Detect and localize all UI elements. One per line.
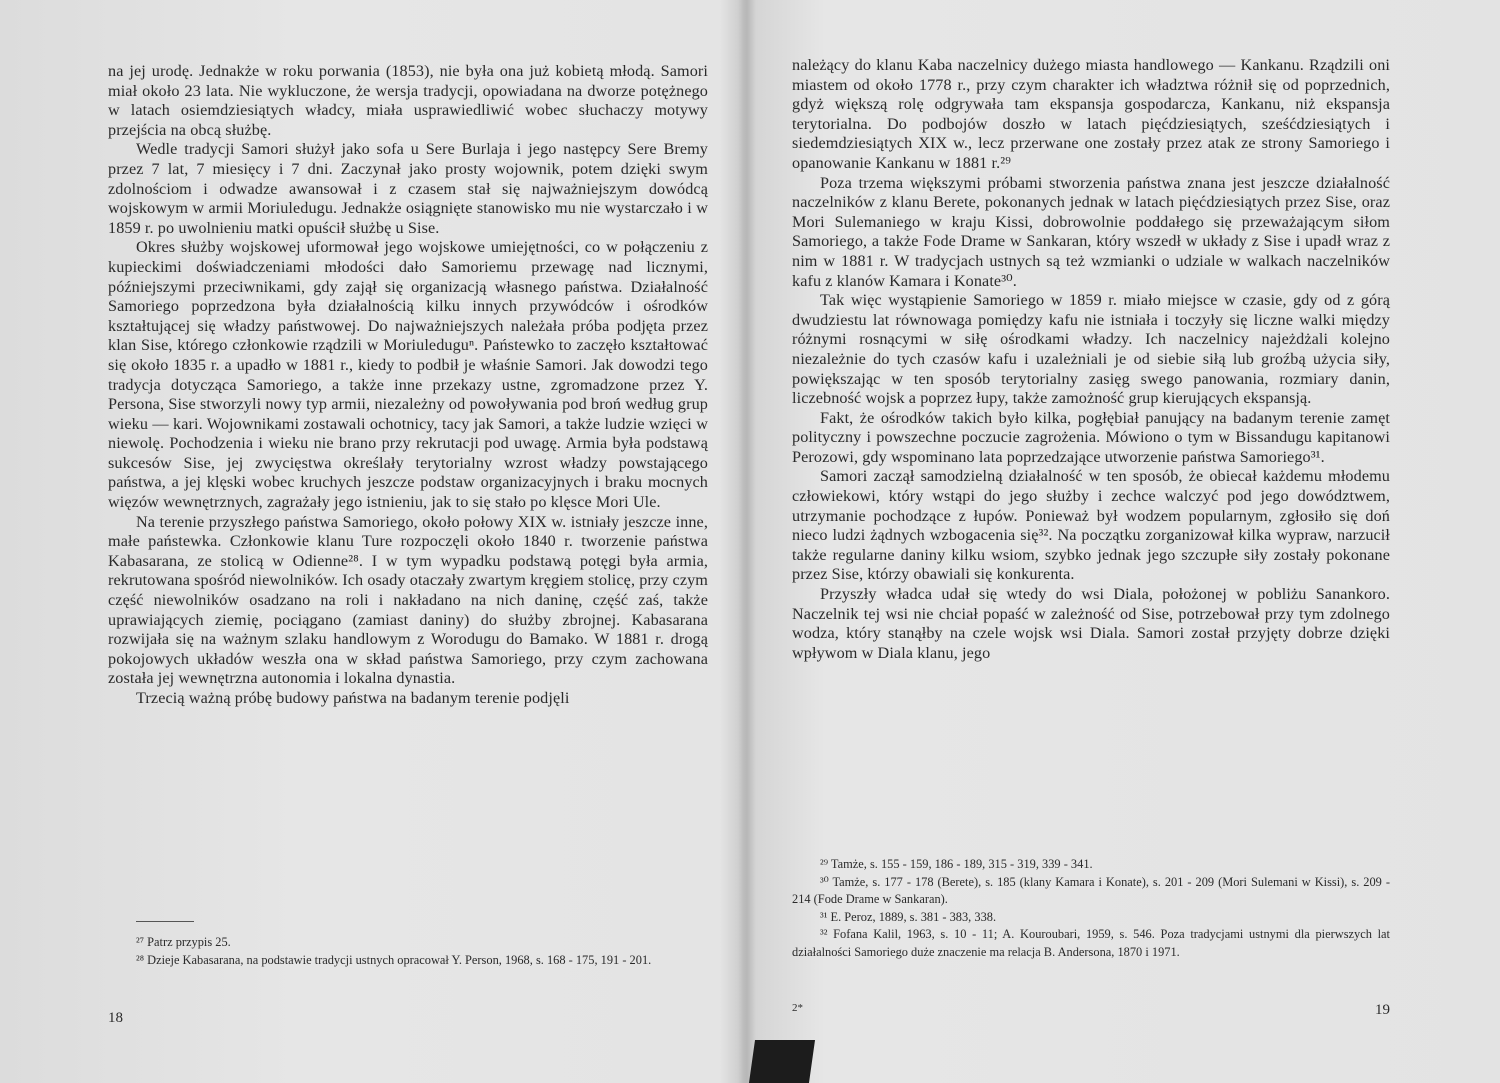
right-page-footnotes: [792, 856, 1390, 961]
footnote: ²⁸ Dzieje Kabasarana, na podstawie tradycji ustnych opracował Y. Person, 1968, s. 168 - 175, 191 - 201.: [136, 952, 652, 967]
paragraph: Przyszły władca udał się wtedy do wsi Diala, położonej w pobliżu Sanankoro. Naczelnik tej wsi nie chciał popaść w zależność od Sise, potrzebował przy tym zdolnego wodza, który stanąłby na czele wojsk wsi Diala. Samori został przyjęty dobrze dzięki wpływom w Diala klanu, jego: [792, 585, 1390, 662]
paragraph: Okres służby wojskowej uformował jego wojskowe umiejętności, co w połączeniu z kupieckimi doświadczeniami młodości dało Samoriemu przewagę nad licznymi, późniejszymi przeciwnikami, gdy zajął się organizacją własnego państwa. Działalność Samoriego poprzedzona była działalnością kilku innych przywódców i ośrodków kształtującej się władzy państwowej. Do najważniejszych należała próba podjęta przez klan Sise, którego członkowie rządzili w Moriuleduguⁿ. Państewko to zaczęło kształtować się około 1835 r. a upadło w 1881 r., kiedy to podbił je właśnie Samori. Jak dowodzi tego tradycja dotycząca Samoriego, a także inne przekazy ustne, zgromadzone przez Y. Persona, Sise stworzyli nowy typ armii, niezależny od powoływania pod broń według grup wieku — kari. Wojownikami zostawali ochotnicy, tacy jak Samori, a także ludzie wzięci w niewolę. Pochodzenia i wieku nie brano przy rekrutacji pod uwagę. Armia była podstawą sukcesów Sise, jej zwycięstwa określały terytorialny wzrost władzy powstającego państwa, a jej klęski wobec kruchych jeszcze podstaw organizacyjnych i braku mocnych więzów wewnętrznych, zagrażały jego istnieniu, jak to się stało po klęsce Mori Ule.: [108, 238, 708, 512]
left-page-footnotes: [108, 934, 708, 969]
paragraph: Fakt, że ośrodków takich było kilka, pogłębiał panujący na badanym terenie zamęt polityczny i powszechne poczucie zagrożenia. Mówiono o tym w Bissandugu kapitanowi Perozowi, gdy wspominano lata poprzedzające utworzenie państwa Samoriego³¹.: [792, 408, 1390, 466]
footnote: ³² Fofana Kalil, 1963, s. 10 - 11; A. Kouroubari, 1959, s. 546. Poza tradycjami ustnymi dla pierwszych lat działalności Samoriego duże znaczenie ma relacja B. Andersona, 1870 i 1971.: [792, 927, 1390, 959]
footnote: ²⁹ Tamże, s. 155 - 159, 186 - 189, 315 - 319, 339 - 341.: [820, 857, 1093, 871]
book-spine: [738, 0, 756, 1083]
page-number: 18: [108, 1010, 123, 1026]
footnote: ²⁷ Patrz przypis 25.: [136, 935, 231, 949]
right-page-body: [792, 56, 1390, 663]
footnote: ³⁰ Tamże, s. 177 - 178 (Berete), s. 185 (klany Kamara i Konate), s. 201 - 209 (Mori Sulemani w Kissi), s. 209 - 214 (Fode Drame w Sankaran).: [792, 874, 1390, 906]
left-page-body: [108, 62, 708, 709]
page-number: 19: [1375, 1002, 1390, 1018]
footnote: ³¹ E. Peroz, 1889, s. 381 - 383, 338.: [820, 909, 997, 924]
paragraph: Samori zaczął samodzielną działalność w ten sposób, że obiecał każdemu młodemu człowiekowi, który wstąpi do jego służby i zechce walczyć pod jego dowództwem, utrzymanie pochodzące z łupów. Ponieważ był wodzem popularnym, zgłosiło się doń nieco ludzi żądnych wzbogacenia się³². Na początku zorganizował kilka wypraw, narzucił także regularne daniny kilku wsiom, szybko jednak jego szczupłe siły zostały pokonane przez Sise, którzy obawiali się konkurenta.: [792, 467, 1390, 584]
signature-mark: 2*: [792, 1002, 803, 1014]
paragraph: Tak więc wystąpienie Samoriego w 1859 r. miało miejsce w czasie, gdy od z górą dwudziestu lat równowaga pomiędzy kafu nie istniała i toczyły się liczne walki między różnymi rosnącymi w siłę ośrodkami władzy. Ich naczelnicy najeżdżali kolejno niezależnie do tych czasów kafu i uzależniali je od siebie siłą lub groźbą użycia siły, powiększając w ten sposób terytorialny zasięg swego panowania, rozmiary danin, liczebność wojsk a poprzez łupy, także zamożność grup kierujących ekspansją.: [792, 291, 1390, 408]
binding-shadow: [749, 1040, 815, 1083]
paragraph: Poza trzema większymi próbami stworzenia państwa znana jest jeszcze działalność naczelników z klanu Berete, pokonanych jednak w latach pięćdziesiątych przez Sise, oraz Mori Sulemaniego w kraju Kissi, dobrowolnie poddałego się przeważającym siłom Samoriego, a także Fode Drame w Sankaran, który wszedł w układy z Sise i upadł wraz z nim w 1881 r. W tradycjach ustnych są też wzmianki o udziale w walkach naczelników kafu z klanów Kamara i Konate³⁰.: [792, 173, 1390, 290]
paragraph: na jej urodę. Jednakże w roku porwania (1853), nie była ona już kobietą młodą. Samori miał około 23 lata. Nie wykluczone, że wersja tradycji, opowiadana na dworze potężnego w latach osiemdziesiątych władcy, miała usprawiedliwić wobec słuchaczy motywy przejścia na obcą służbę.: [108, 62, 708, 139]
paragraph: Na terenie przyszłego państwa Samoriego, około połowy XIX w. istniały jeszcze inne, małe państewka. Członkowie klanu Ture rozpoczęli około 1840 r. tworzenie państwa Kabasarana, ze stolicą w Odienne²⁸. I w tym wypadku podstawą potęgi była armia, rekrutowana spośród niewolników. Ich osady otaczały zwartym kręgiem stolicę, przy czym część niewolników osadzano na roli i nakładano na nich daninę, część zaś, także uprawiających ziemię, pociągano (zamiast daniny) do służby zbrojnej. Kabasarana rozwijała się na ważnym szlaku handlowym z Worodugu do Bamako. W 1881 r. drogą pokojowych układów weszła ona w skład państwa Samoriego, przy czym zachowana została jej wewnętrzna autonomia i lokalna dynastia.: [108, 512, 708, 688]
paragraph: Wedle tradycji Samori służył jako sofa u Sere Burlaja i jego następcy Sere Bremy przez 7 lat, 7 miesięcy i 7 dni. Zaczynał jako prosty wojownik, potem dzięki swym zdolnościom i odwadze awansował i z czasem stał się najważniejszym dowódcą wojskowym w armii Moriuledugu. Jednakże osiągnięte stanowisko mu nie wystarczało i w 1859 r. po uwolnieniu matki opuścił służbę u Sise.: [108, 140, 708, 237]
paragraph: Trzecią ważną próbę budowy państwa na badanym terenie podjęli: [136, 689, 570, 707]
footnote-divider: [136, 921, 194, 922]
paragraph: należący do klanu Kaba naczelnicy dużego miasta handlowego — Kankanu. Rządzili oni miastem od około 1778 r., przy czym charakter ich władztwa różnił się od poprzednich, gdyż większą rolę odgrywała tam ekspansja gospodarcza, Kankanu, niż ekspansja terytorialna. Do podbojów doszło w latach pięćdziesiątych, sześćdziesiątych i siedemdziesiątych XIX w., lecz przerwane one zostały przez atak ze strony Samoriego i opanowanie Kankanu w 1881 r.²⁹: [792, 56, 1390, 172]
